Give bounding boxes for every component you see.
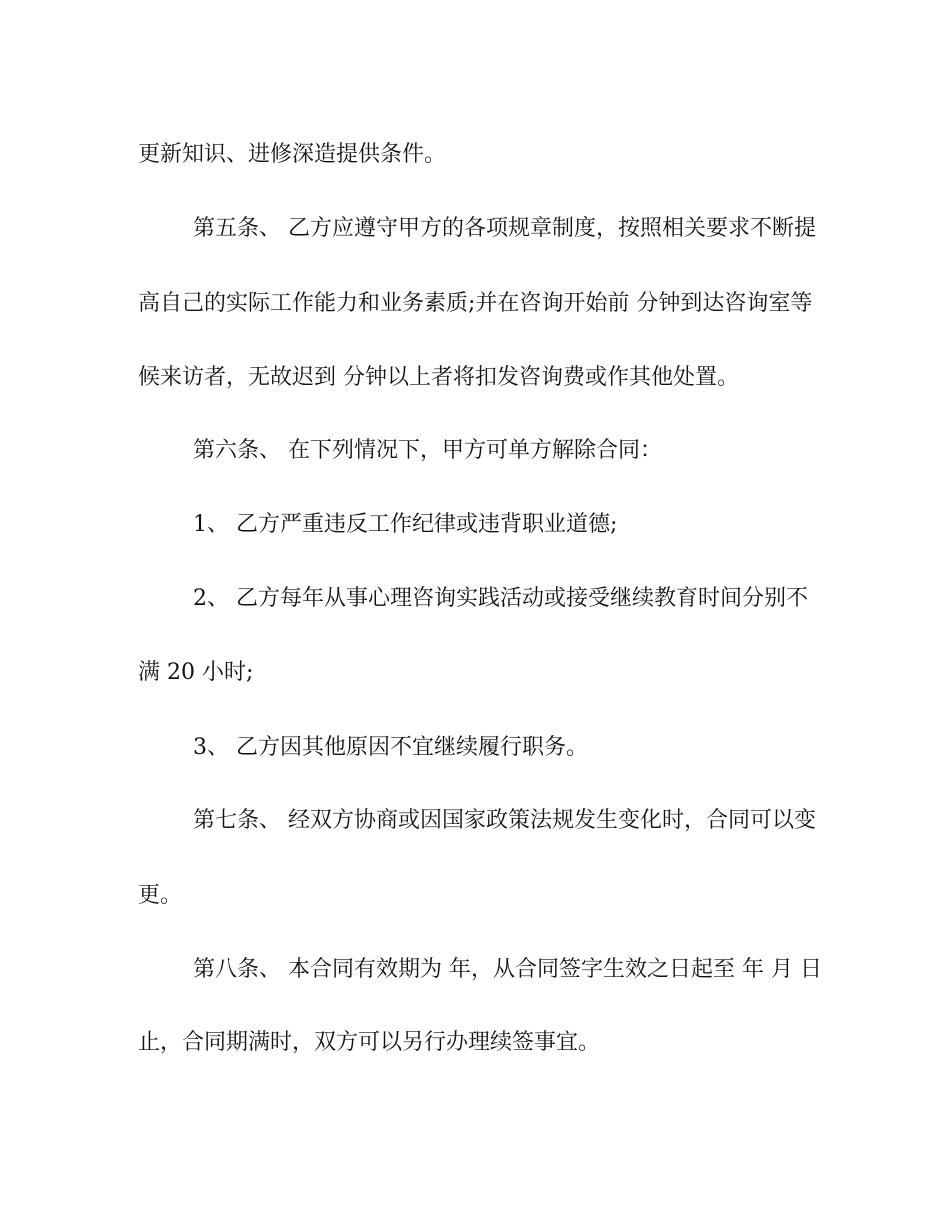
article-eight-line-1: 第八条、 本合同有效期为 年，从合同签字生效之日起至 年 月 日 (193, 957, 822, 982)
article-five-line-1: 第五条、 乙方应遵守甲方的各项规章制度，按照相关要求不断提 (193, 216, 816, 241)
article-five-line-3: 候来访者，无故迟到 分钟以上者将扣发咨询费或作其他处置。 (138, 365, 739, 390)
article-six-heading: 第六条、 在下列情况下，甲方可单方解除合同： (193, 438, 662, 463)
article-seven-line-1: 第七条、 经双方协商或因国家政策法规发生变化时，合同可以变 (193, 808, 816, 833)
article-five-line-2: 高自己的实际工作能力和业务素质;并在咨询开始前 分钟到达咨询室等 (138, 291, 813, 316)
paragraph-continuation-line: 更新知识、进修深造提供条件。 (138, 142, 447, 167)
article-six-item-2-line-1: 2、 乙方每年从事心理咨询实践活动或接受继续教育时间分别不 (193, 586, 808, 611)
article-six-item-2-line-2: 满 20 小时; (138, 660, 254, 685)
article-seven-line-2: 更。 (138, 883, 183, 908)
article-six-item-3: 3、 乙方因其他原因不宜继续履行职务。 (193, 735, 588, 760)
article-eight-line-2: 止，合同期满时，双方可以另行办理续签事宜。 (138, 1030, 601, 1055)
article-six-item-1: 1、 乙方严重违反工作纪律或违背职业道德; (193, 512, 618, 537)
